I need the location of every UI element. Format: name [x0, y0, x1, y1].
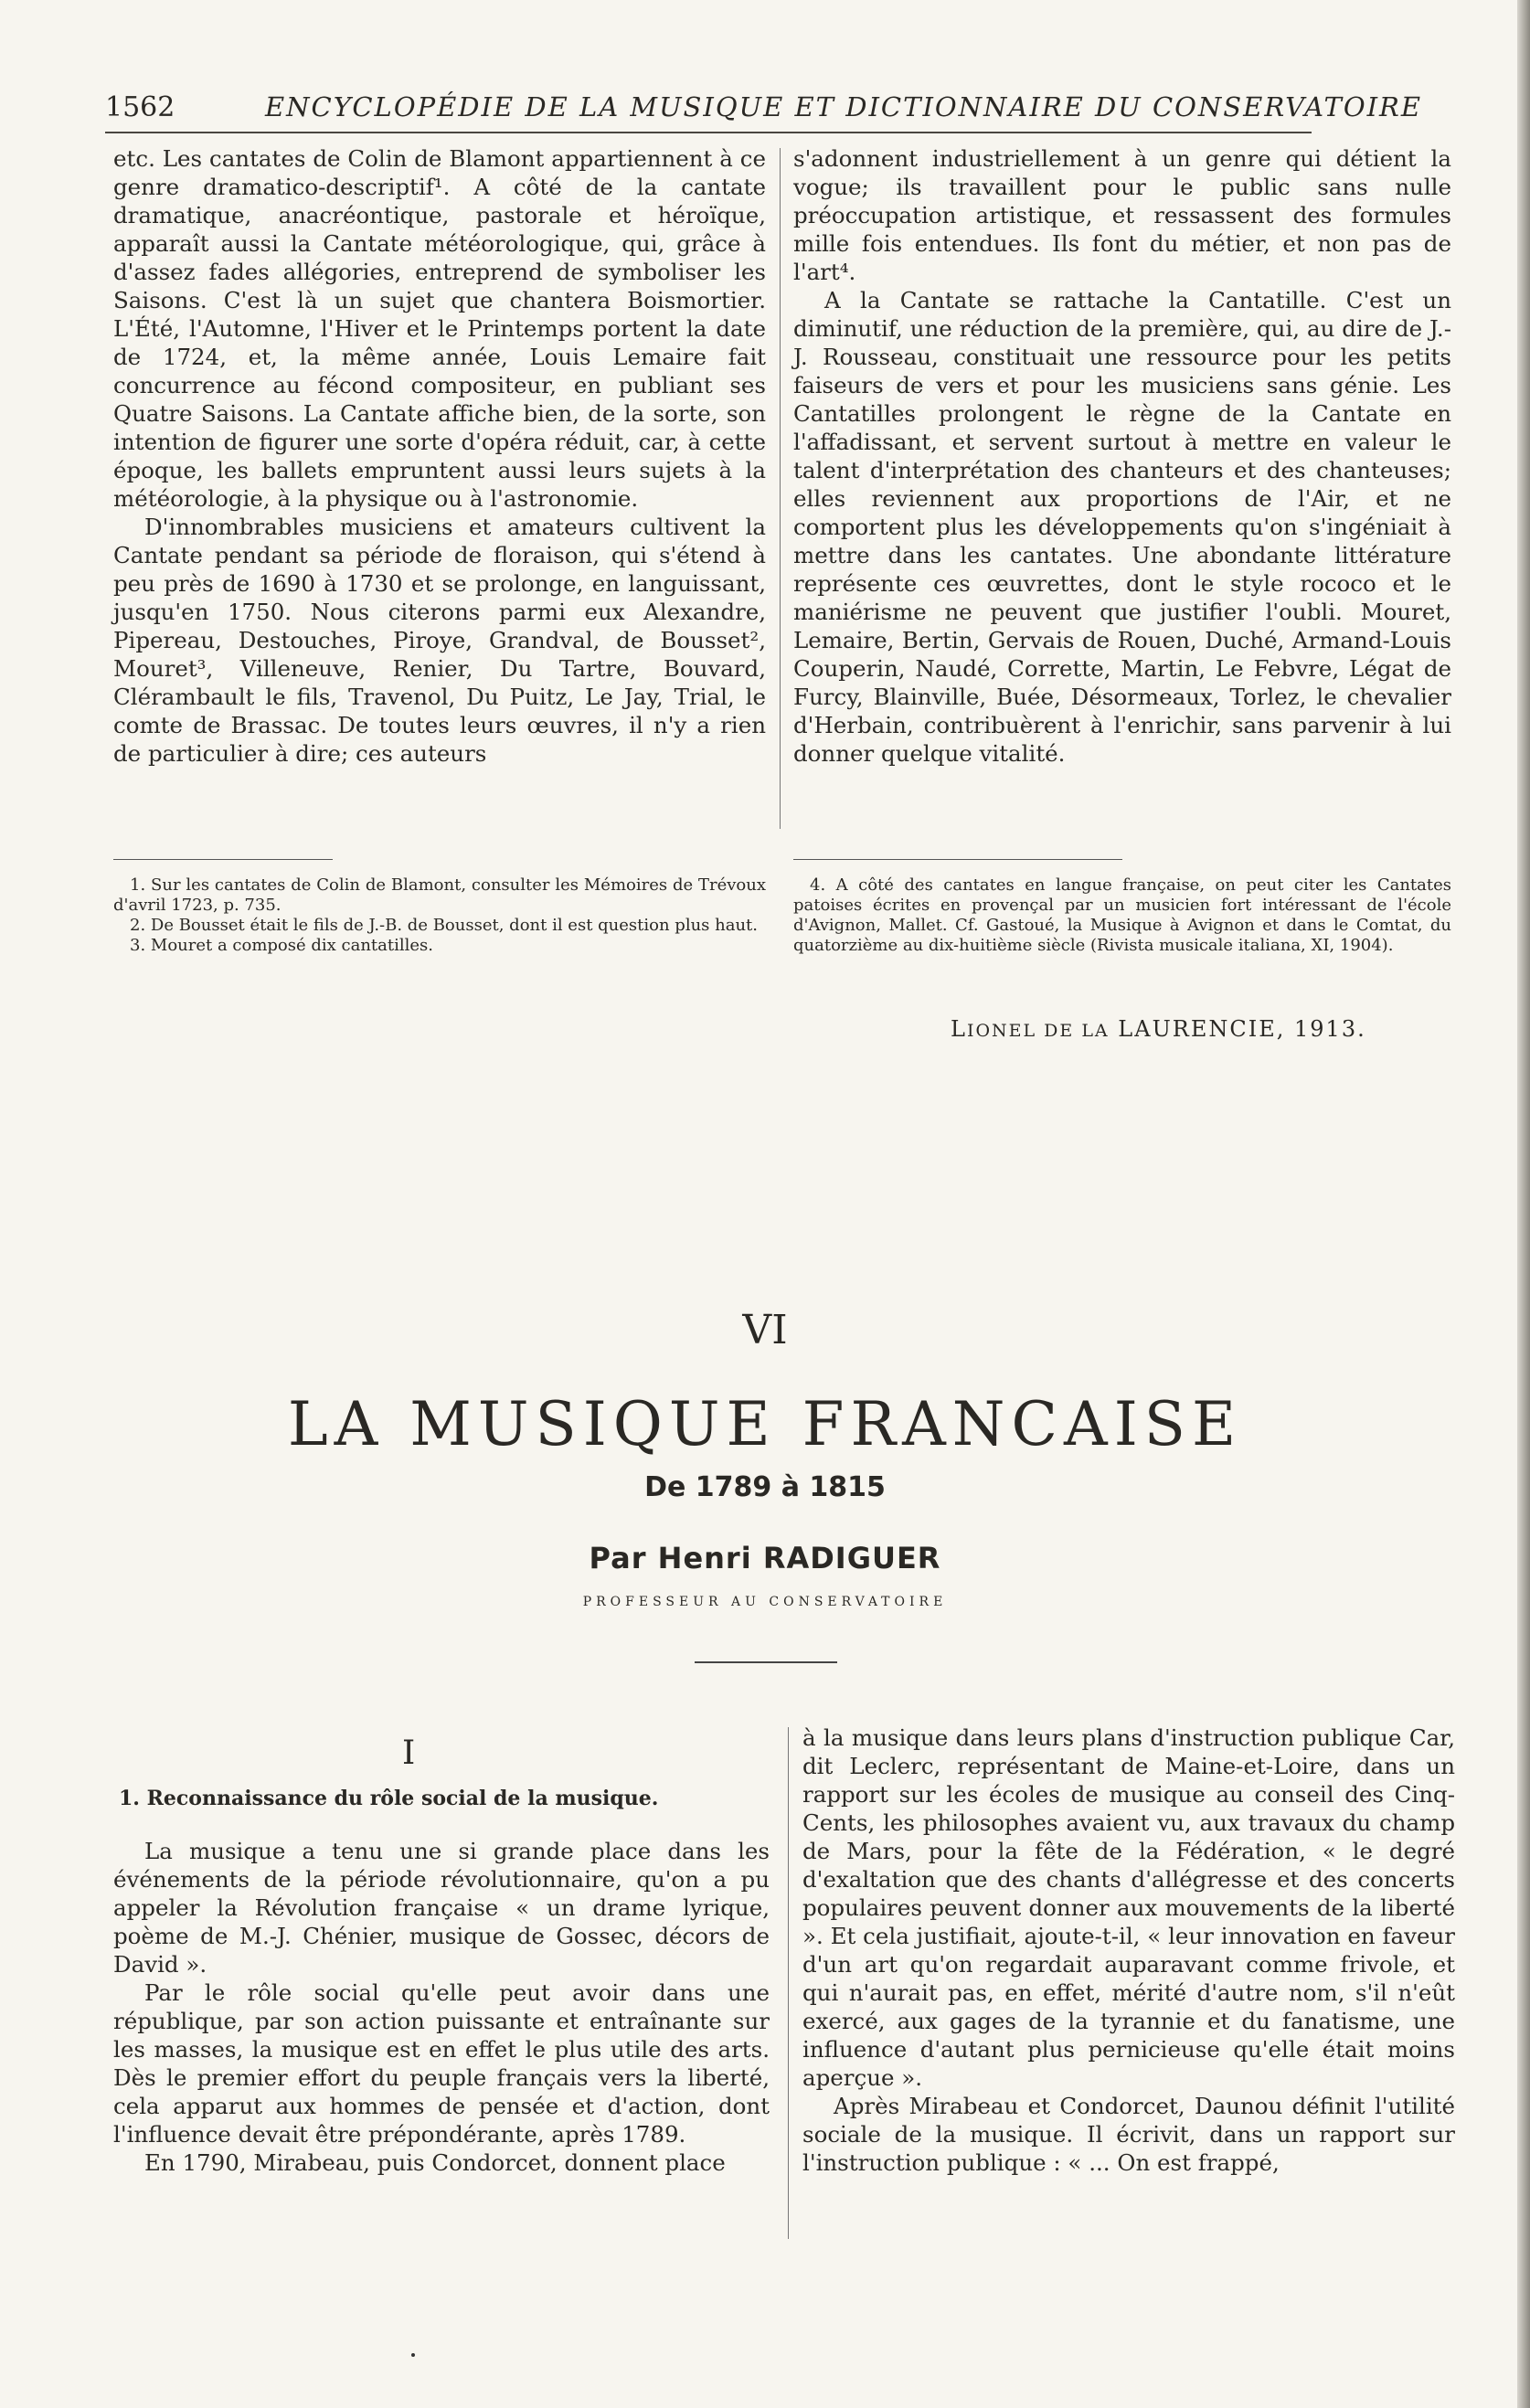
- section-number: I: [402, 1734, 416, 1772]
- column-left-top: [113, 144, 766, 768]
- footnote-rule-left: [113, 859, 333, 860]
- column-divider-bottom: [788, 1727, 789, 2239]
- title-rule: [695, 1661, 837, 1663]
- page-header: [105, 91, 1423, 128]
- paragraph: La musique a tenu une si grande place dans les événements de la période révolutionnaire, qu'on a pu appeler la Révolution française « un drame lyrique, poème de M.-J. Chénier, musique de Gossec, décors de David ».: [113, 1838, 770, 1978]
- footnote: 1. Sur les cantates de Colin de Blamont, consulter les Mémoires de Trévoux d'avril 1723, p. 735.: [113, 875, 766, 915]
- column-left-bottom: [113, 1837, 770, 2177]
- footnote-rule-right: [793, 859, 1122, 860]
- footnote: 4. A côté des cantates en langue française, on peut citer les Cantates patoises écrites en provençal par un musicien fort intéressant de l'école d'Avignon, Mallet. Cf. Gastoué, la Musique à Avignon et dans le Comtat, du quatorzième au dix-huitième siècle (Rivista musicale italiana, XI, 1904).: [793, 875, 1451, 955]
- paragraph: A la Cantate se rattache la Cantatille. C'est un diminutif, une réduction de la première, qui, au dire de J.-J. Rousseau, constituait une ressource pour les petits faiseurs de vers et pour les musiciens sans génie. Les Cantatilles prolongent le règne de la Cantate en l'affadissant, et servent surtout à mettre en valeur le talent d'interprétation des chanteurs et des chanteuses; elles reviennent aux proportions de l'Air, et ne comportent plus les développements qu'on s'ingéniait à mettre dans les cantates. Une abondante littérature représente ces œuvrettes, dont le style rococo et le maniérisme ne peuvent que justifier l'oubli. Mouret, Lemaire, Bertin, Gervais de Rouen, Duché, Armand-Louis Couperin, Naudé, Corrette, Martin, Le Febvre, Légat de Furcy, Blainville, Buée, Désormeaux, Torlez, le chevalier d'Herbain, contribuèrent à l'enrichir, sans parvenir à lui donner quelque vitalité.: [793, 287, 1451, 767]
- column-right-bottom: [802, 1724, 1455, 2177]
- paragraph: Par le rôle social qu'elle peut avoir dans une république, par son action puissante et entraînante sur les masses, la musique est en effet le plus utile des arts. Dès le premier effort du peuple français vers la liberté, cela apparut aux hommes de pensée et d'action, dont l'influence devait être prépondérante, après 1789.: [113, 1979, 770, 2148]
- page-edge-shadow: [1517, 0, 1530, 2408]
- paragraph: à la musique dans leurs plans d'instruction publique Car, dit Leclerc, représentant de Maine-et-Loire, dans un rapport sur les écoles de musique au conseil des Cinq-Cents, les philosophes avaient vu, aux travaux du champ de Mars, pour la fête de la Fédération, « le degré d'exaltation que des chants d'allégresse et des concerts populaires peuvent donner aux mouvements de la liberté ». Et cela justifiait, ajoute-t-il, « leur innovation en faveur d'un art qu'on regardait auparavant comme frivole, et qui n'aurait pas, en effet, mérité d'autre nom, s'il n'eût exercé, aux gages de la tyrannie et du fanatisme, une influence d'autant plus pernicieuse qu'elle était moins aperçue ».: [802, 1724, 1455, 2091]
- paragraph: s'adonnent industriellement à un genre qui détient la vogue; ils travaillent pour le public sans nulle préoccupation artistique, et ressassent des formules mille fois entendues. Ils font du métier, et non pas de l'art⁴.: [793, 145, 1451, 285]
- header-rule: [105, 132, 1312, 133]
- paragraph: etc. Les cantates de Colin de Blamont appartiennent à ce genre dramatico-descriptif¹. A côté de la cantate dramatique, anacréontique, pastorale et héroïque, apparaît aussi la Cantate météorologique, qui, grâce à d'assez fades allégories, entreprend de symboliser les Saisons. C'est là un sujet que chantera Boismortier. L'Été, l'Automne, l'Hiver et le Printemps portent la date de 1724, et, la même année, Louis Lemaire fait concurrence au fécond compositeur, en publiant ses Quatre Saisons. La Cantate affiche bien, de la sorte, son intention de figurer une sorte d'opéra réduit, car, à cette époque, les ballets empruntent aussi leurs sujets à la météorologie, à la physique ou à l'astronomie.: [113, 145, 766, 512]
- running-title: ENCYCLOPÉDIE DE LA MUSIQUE ET DICTIONNAIRE DU CONSERVATOIRE: [265, 91, 1423, 122]
- paragraph: En 1790, Mirabeau, puis Condorcet, donnent place: [144, 2149, 726, 2176]
- paragraph: D'innombrables musiciens et amateurs cultivent la Cantate pendant sa période de floraison, qui s'étend à peu près de 1690 à 1730 et se prolonge, en languissant, jusqu'en 1750. Nous citerons parmi eux Alexandre, Pipereau, Destouches, Piroye, Grandval, de Bousset², Mouret³, Villeneuve, Renier, Du Tartre, Bouvard, Clérambault le fils, Travenol, Du Puitz, Le Jay, Trial, le comte de Brassac. De toutes leurs œuvres, il n'y a rien de particulier à dire; ces auteurs: [113, 514, 766, 767]
- chapter-number: VI: [742, 1307, 788, 1353]
- chapter-author: Par Henri RADIGUER: [589, 1541, 941, 1575]
- column-divider: [780, 148, 781, 829]
- footnotes-right: [793, 875, 1451, 956]
- footnotes-left: [113, 875, 766, 956]
- column-right-top: [793, 144, 1451, 768]
- signature-surname-date: LAURENCIE, 1913.: [1118, 1016, 1366, 1042]
- footnote: 2. De Bousset était le fils de J.-B. de Bousset, dont il est question plus haut.: [130, 916, 759, 935]
- signature-name: IONEL DE LA: [966, 1021, 1110, 1041]
- signature-initial: L: [951, 1016, 967, 1042]
- section-title: 1. Reconnaissance du rôle social de la musique.: [119, 1787, 659, 1810]
- author-signature: [951, 1016, 1366, 1042]
- chapter-subtitle: De 1789 à 1815: [644, 1471, 886, 1503]
- author-role: PROFESSEUR AU CONSERVATOIRE: [582, 1595, 948, 1609]
- chapter-title: LA MUSIQUE FRANCAISE: [287, 1389, 1243, 1459]
- page-number: 1562: [105, 91, 175, 123]
- paragraph: Après Mirabeau et Condorcet, Daunou définit l'utilité sociale de la musique. Il écrivit, dans un rapport sur l'instruction publique : « ... On est frappé,: [802, 2093, 1455, 2176]
- print-speck: [411, 2353, 415, 2357]
- footnote: 3. Mouret a composé dix cantatilles.: [130, 936, 434, 955]
